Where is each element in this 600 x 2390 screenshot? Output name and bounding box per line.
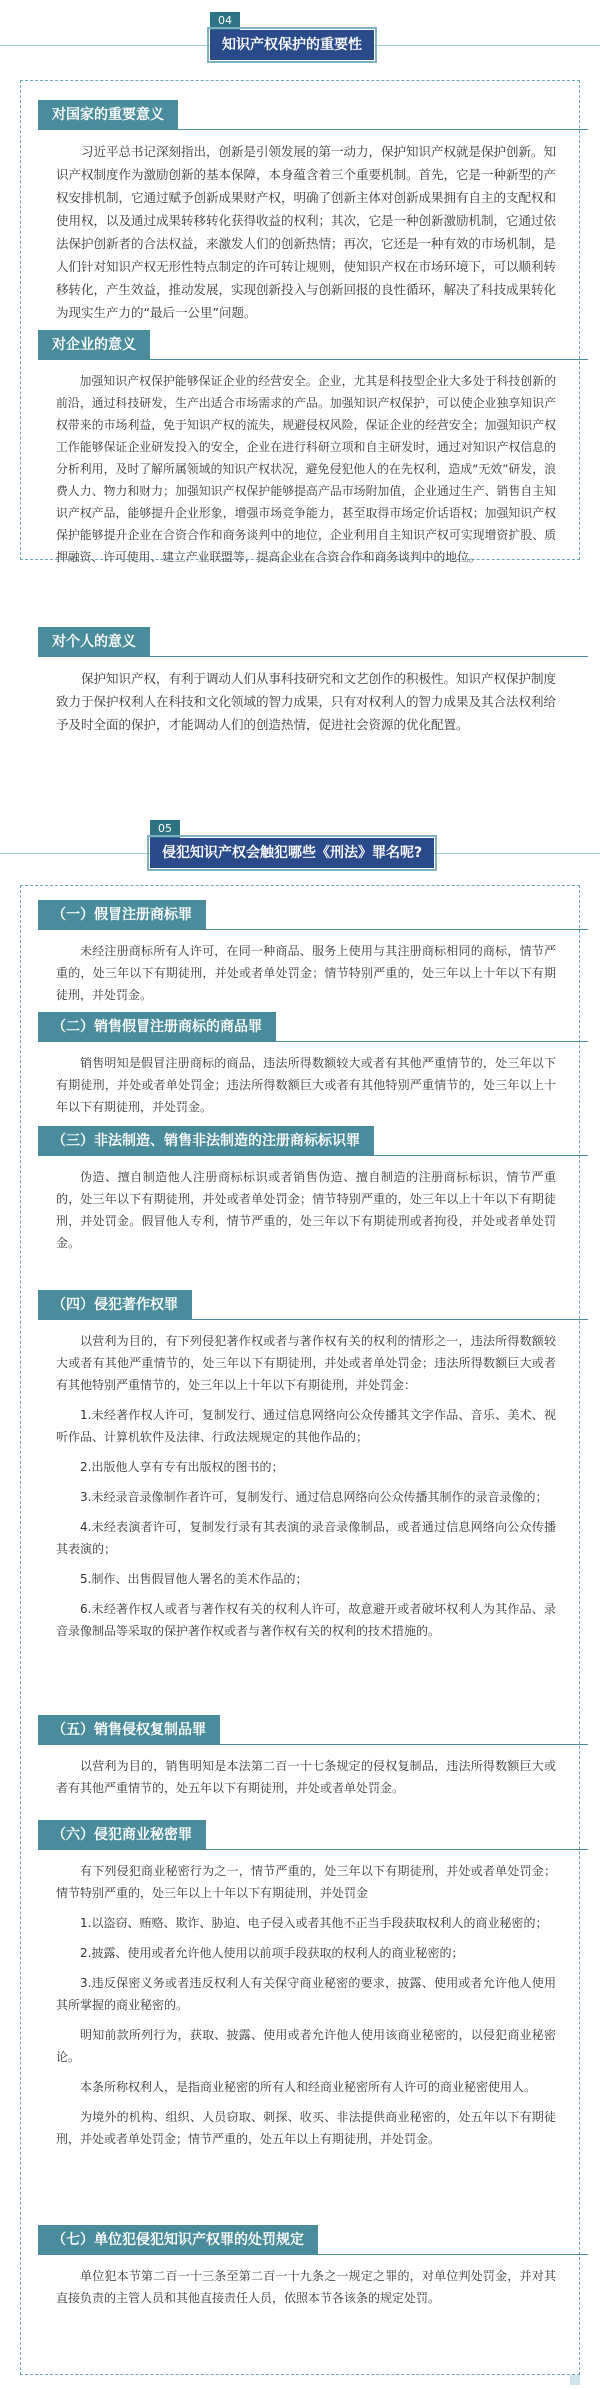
paragraph: 2.出版他人享有专有出版权的图书的；: [80, 1460, 284, 1474]
paragraph: 以营利为目的，有下列侵犯著作权或者与著作权有关的权利的情形之一，违法所得数额较大或者有其他严重情节的，处三年以下有期徒刑，并处或者单处罚金；违法所得数额巨大或者有其他特别严重情节的，处三年以上十年以下有期徒刑，并处罚金：: [56, 1334, 556, 1392]
crime-heading: [38, 1820, 568, 1850]
paragraph: 本条所称权利人，是指商业秘密的所有人和经商业秘密所有人许可的商业秘密使用人。: [80, 2080, 537, 2094]
section-title: 知识产权保护的重要性: [210, 30, 374, 60]
subheading-label: 对个人的意义: [38, 627, 150, 657]
section-04-banner: [0, 12, 600, 62]
crime-body: [56, 1860, 556, 2158]
paragraph: 保护知识产权，有利于调动人们从事科技研究和文艺创作的积极性。知识产权保护制度致力于保护权利人在科技和文化领域的智力成果，只有对权利人的智力成果及其合法权利给予及时全面的保护，才能调动人们的创造热情，促进社会资源的优化配置。: [56, 671, 557, 732]
crime-heading: [38, 900, 568, 930]
subheading-rule: [38, 129, 588, 130]
crime-heading: [38, 1715, 568, 1745]
subheading-country: [38, 100, 568, 130]
crime-heading-rule: [38, 929, 588, 930]
paragraph: 4.未经表演者许可，复制发行录有其表演的录音录像制品，或者通过信息网络向公众传播其表演的；: [56, 1520, 556, 1556]
crime-heading: [38, 1290, 568, 1320]
paragraph: 有下列侵犯商业秘密行为之一，情节严重的，处三年以下有期徒刑，并处或者单处罚金；情节特别严重的，处三年以上十年以下有期徒刑，并处罚金: [56, 1864, 556, 1900]
paragraph: 单位犯本节第二百一十三条至第二百一十九条之一规定之罪的，对单位判处罚金，并对其直接负责的主管人员和其他直接责任人员，依照本节各该条的规定处罚。: [56, 2269, 556, 2305]
crime-heading: [38, 1012, 568, 1042]
paragraph: 明知前款所列行为，获取、披露、使用或者允许他人使用该商业秘密的，以侵犯商业秘密论。: [56, 2028, 556, 2064]
crime-body: [56, 1166, 556, 1262]
paragraph: 1.以盗窃、贿赂、欺诈、胁迫、电子侵入或者其他不正当手段获取权利人的商业秘密的；: [80, 1916, 548, 1930]
crime-heading: [38, 2225, 568, 2255]
paragraph: 未经注册商标所有人许可，在同一种商品、服务上使用与其注册商标相同的商标，情节严重的，处三年以下有期徒刑，并处或者单处罚金；情节特别严重的，处三年以上十年以下有期徒刑，并处罚金。: [56, 944, 556, 1002]
crime-heading-rule: [38, 2254, 588, 2255]
crime-heading-rule: [38, 1155, 588, 1156]
crime-heading: [38, 1126, 568, 1156]
crime-heading-rule: [38, 1319, 588, 1320]
crime-body: [56, 940, 556, 1014]
subheading-enterprise: [38, 330, 568, 360]
crime-body: [56, 1755, 556, 1807]
section-number: 04: [210, 12, 240, 30]
section-05-banner: [0, 820, 600, 870]
paragraph: 6.未经著作权人或者与著作权有关的权利人许可，故意避开或者破坏权利人为其作品、录音录像制品等采取的保护著作权或者与著作权有关的权利的技术措施的。: [56, 1602, 556, 1638]
crime-heading-label: （三）非法制造、销售非法制造的注册商标标识罪: [38, 1126, 374, 1156]
section-title: 侵犯知识产权会触犯哪些《刑法》罪名呢?: [150, 838, 434, 868]
paragraph: 2.披露、使用或者允许他人使用以前项手段获取的权利人的商业秘密的；: [80, 1946, 464, 1960]
subheading-individual: [38, 627, 568, 657]
paragraph: 1.未经著作权人许可，复制发行、通过信息网络向公众传播其文字作品、音乐、美术、视听作品、计算机软件及法律、行政法规规定的其他作品的；: [56, 1408, 556, 1444]
crime-heading-label: （二）销售假冒注册商标的商品罪: [38, 1012, 276, 1042]
paragraph: 3.违反保密义务或者违反权利人有关保守商业秘密的要求，披露、使用或者允许他人使用其所掌握的商业秘密的。: [56, 1976, 556, 2012]
paragraph: 伪造、擅自制造他人注册商标标识或者销售伪造、擅自制造的注册商标标识，情节严重的，处三年以下有期徒刑，并处或者单处罚金；情节特别严重的，处三年以上十年以下有期徒刑，并处罚金。假冒他人专利，情节严重的，处三年以下有期徒刑或者拘役，并处或者单处罚金。: [56, 1170, 556, 1250]
crime-heading-label: （五）销售侵权复制品罪: [38, 1715, 220, 1745]
crime-heading-label: （七）单位犯侵犯知识产权罪的处罚规定: [38, 2225, 318, 2255]
subheading-rule: [38, 656, 588, 657]
crime-body: [56, 1052, 556, 1126]
subheading-rule: [38, 359, 588, 360]
crime-heading-label: （一）假冒注册商标罪: [38, 900, 206, 930]
crime-heading-rule: [38, 1041, 588, 1042]
crime-body: [56, 2265, 556, 2317]
paragraph: 以营利为目的，销售明知是本法第二百一十七条规定的侵权复制品，违法所得数额巨大或者有其他严重情节的，处五年以下有期徒刑，并处或者单处罚金。: [56, 1759, 556, 1795]
section-number: 05: [150, 820, 180, 838]
corner-decoration: [570, 2375, 580, 2385]
paragraph: 3.未经录音录像制作者许可，复制发行、通过信息网络向公众传播其制作的录音录像的；: [80, 1490, 548, 1504]
paragraph: 加强知识产权保护能够保证企业的经营安全。企业，尤其是科技型企业大多处于科技创新的前沿，通过科技研发，生产出适合市场需求的产品。加强知识产权保护，可以使企业独享知识产权带来的市场利益，免于知识产权的流失，规避侵权风险，保证企业的经营安全；加强知识产权工作能够保证企业研发投入的安全，企业在进行科研立项和自主研发时，通过对知识产权信息的分析利用，及时了解所属领域的知识产权状况，避免侵犯他人的在先权利，造成“无效”研发，浪费人力、物力和财力；加强知识产权保护能够提高产品市场附加值，企业通过生产、销售自主知识产权产品，能够提升企业形象，增强市场竞争能力，甚至取得市场定价话语权；加强知识产权保护能够提升企业在合资合作和商务谈判中的地位，企业利用自主知识产权可实现增资扩股、质押融资、许可使用、建立产业联盟等，提高企业在合资合作和商务谈判中的地位。: [56, 374, 556, 564]
crime-body: [56, 1330, 556, 1650]
crime-heading-rule: [38, 1849, 588, 1850]
subheading-label: 对国家的重要意义: [38, 100, 178, 130]
paragraph: 为境外的机构、组织、人员窃取、刺探、收买、非法提供商业秘密的，处五年以下有期徒刑，并处或者单处罚金；情节严重的，处五年以上有期徒刑，并处罚金。: [56, 2110, 556, 2146]
paragraph: 习近平总书记深刻指出，创新是引领发展的第一动力，保护知识产权就是保护创新。知识产权制度作为激励创新的基本保障，本身蕴含着三个重要机制。首先，它是一种新型的产权安排机制，它通过赋予创新成果财产权，明确了创新主体对创新成果拥有自主的支配权和使用权，以及通过成果转移转化获得收益的权利；其次，它是一种创新激励机制，它通过依法保护创新者的合法权益，来激发人们的创新热情；再次，它还是一种有效的市场机制，是人们针对知识产权无形性特点制定的许可转让规则，使知识产权在市场环境下，可以顺利转移转化，产生效益，推动发展，实现创新投入与创新回报的良性循环，解决了科技成果转化为现实生产力的“最后一公里”问题。: [56, 144, 557, 320]
subheading-label: 对企业的意义: [38, 330, 150, 360]
paragraph: 5.制作、出售假冒他人署名的美术作品的；: [80, 1572, 308, 1586]
crime-heading-label: （四）侵犯著作权罪: [38, 1290, 192, 1320]
crime-heading-rule: [38, 1744, 588, 1745]
crime-heading-label: （六）侵犯商业秘密罪: [38, 1820, 206, 1850]
paragraph: 销售明知是假冒注册商标的商品，违法所得数额较大或者有其他严重情节的，处三年以下有期徒刑，并处或者单处罚金；违法所得数额巨大或者有其他特别严重情节的，处三年以上十年以下有期徒刑，并处罚金。: [56, 1056, 556, 1114]
